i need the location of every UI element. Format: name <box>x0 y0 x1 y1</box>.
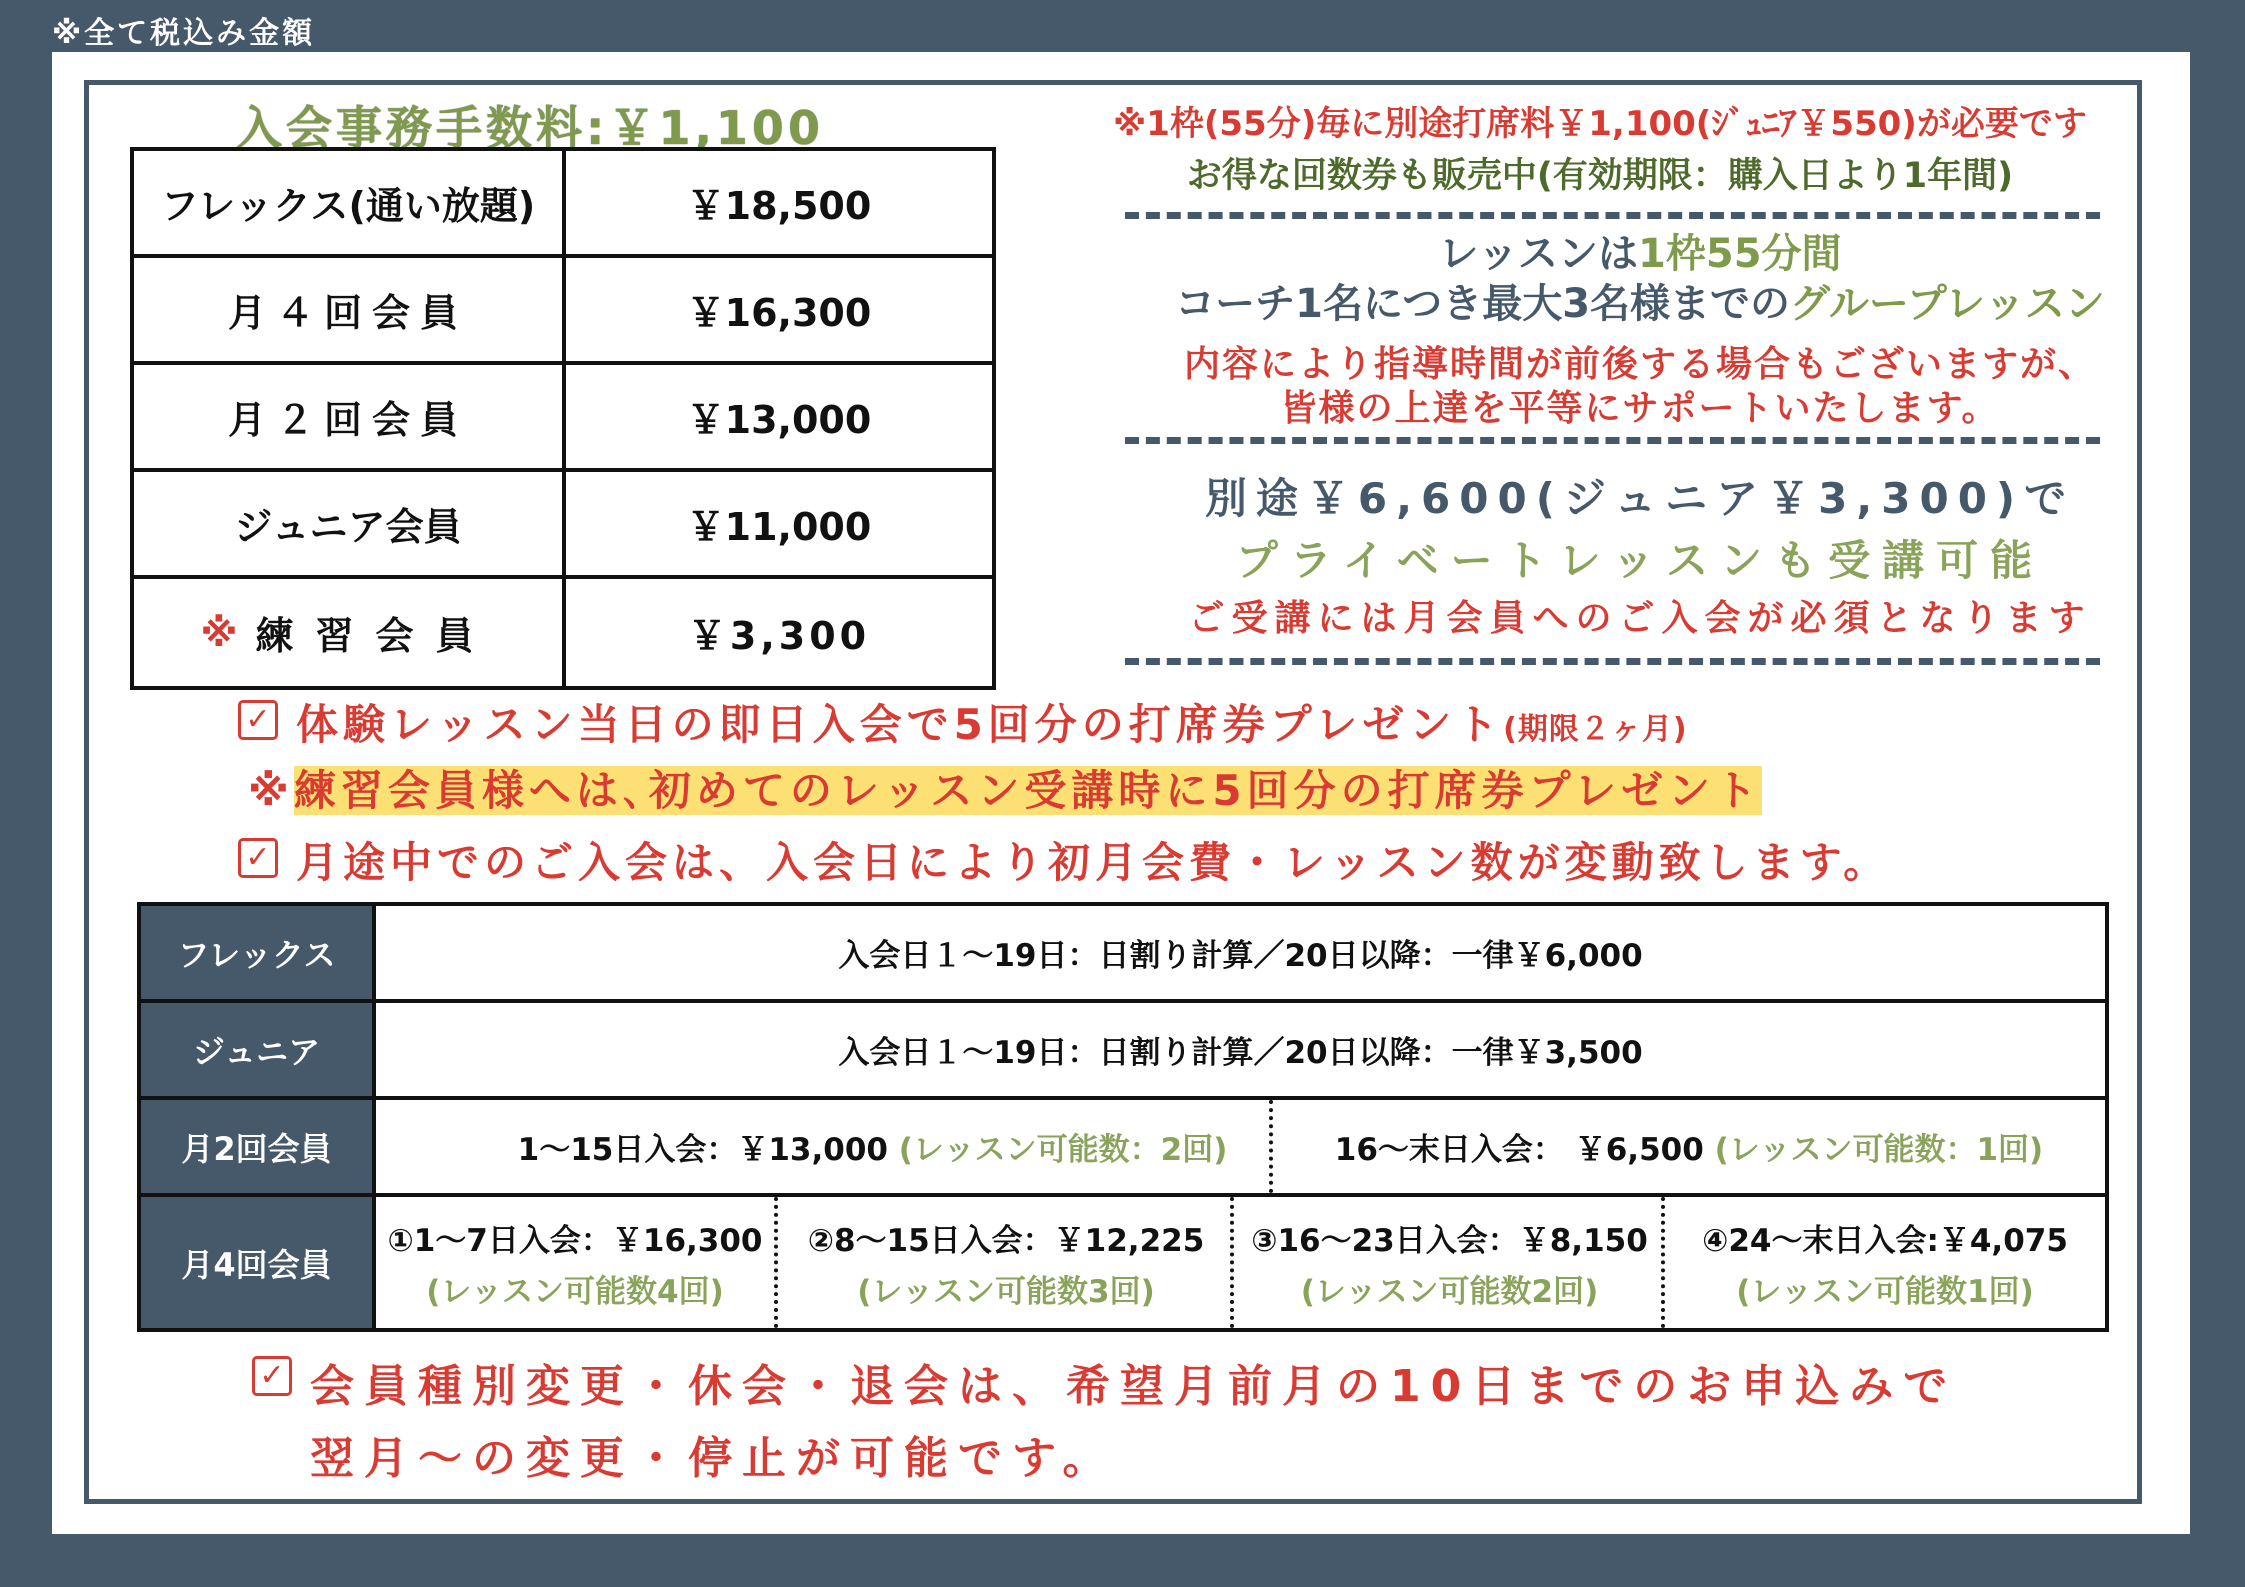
price-value-practice: ￥3,300 <box>687 614 871 658</box>
monthly2-second-half <box>1269 1100 2105 1193</box>
group-lesson-line <box>1050 272 2230 329</box>
lesson-length-a: レッスンは <box>1438 231 1639 277</box>
practice-mark: ※ <box>200 610 238 655</box>
price-value-junior: ￥11,000 <box>566 472 992 579</box>
price-name-monthly4: 月４回会員 <box>134 258 566 365</box>
table-row <box>141 1100 2105 1197</box>
period-4-lessons: (レッスン可能数1回) <box>1736 1273 2034 1310</box>
period-3-price: ③16～23日入会：￥8,150 <box>1251 1222 1648 1259</box>
admission-fee-title: 入会事務手数料:￥1,100 <box>236 101 824 155</box>
proration-table <box>137 902 2109 1332</box>
group-lesson-b: グループレッスン <box>1790 281 2105 327</box>
period-2-lessons: (レッスン可能数3回) <box>857 1273 1155 1310</box>
seat-fee-note: ※1枠(55分)毎に別途打席料￥1,100(ｼﾞｭﾆｱ￥550)が必要です <box>1113 104 2087 144</box>
lesson-note-1: 内容により指導時間が前後する場合もございますが、 <box>1183 344 2096 385</box>
price-name-practice <box>134 579 566 686</box>
check-square-icon: ✓ <box>238 838 278 878</box>
row-text-flex: 入会日１～19日：日割り計算／20日以降：一律￥6,000 <box>838 938 1643 974</box>
table-row <box>141 1003 2105 1100</box>
tax-note: ※全て税込み金額 <box>52 16 316 51</box>
practice-member-offer <box>248 758 1762 818</box>
period-3-lessons: (レッスン可能数2回) <box>1300 1273 1599 1310</box>
period-1-price: ①1～7日入会：￥16,300 <box>387 1222 763 1259</box>
monthly2-second-lessons: (レッスン可能数：1回) <box>1714 1132 2044 1168</box>
trial-offer-main: 体験レッスン当日の即日入会で5回分の打席券プレゼント <box>296 700 1504 749</box>
private-lesson-note: ご受講には月会員へのご入会が必須となります <box>1188 598 2092 639</box>
practice-offer-mark: ※ <box>248 766 294 815</box>
price-name-junior: ジュニア会員 <box>134 472 566 579</box>
monthly4-period-4 <box>1661 1197 2105 1328</box>
monthly2-first-lessons: (レッスン可能数：2回) <box>898 1132 1228 1168</box>
price-name-flex: フレックス(通い放題) <box>134 151 566 258</box>
divider <box>1125 658 2100 665</box>
price-name-monthly2: 月２回会員 <box>134 365 566 472</box>
row-label-monthly2: 月2回会員 <box>141 1100 376 1193</box>
practice-offer-text: 練習会員様へは､初めてのレッスン受講時に5回分の打席券プレゼント <box>293 766 1762 815</box>
check-square-icon: ✓ <box>238 700 278 740</box>
period-1-lessons: (レッスン可能数4回) <box>426 1273 724 1310</box>
monthly4-period-1 <box>376 1197 774 1328</box>
period-4-price: ④24～末日入会:￥4,075 <box>1702 1222 2068 1259</box>
private-lesson-title: プライベートレッスンも受講可能 <box>1235 536 2045 585</box>
divider <box>1125 437 2100 444</box>
practice-label: 練習会員 <box>255 614 496 658</box>
monthly4-period-2 <box>774 1197 1234 1328</box>
trial-offer <box>296 692 1688 752</box>
monthly4-period-3 <box>1230 1197 1665 1328</box>
check-square-icon: ✓ <box>252 1356 292 1396</box>
price-value-monthly2: ￥13,000 <box>566 365 992 472</box>
row-text-junior: 入会日１～19日：日割り計算／20日以降：一律￥3,500 <box>838 1035 1643 1071</box>
private-lesson-price: 別途￥6,600(ジュニア￥3,300)で <box>1204 474 2076 523</box>
row-label-junior: ジュニア <box>141 1003 376 1096</box>
table-row <box>141 1197 2105 1328</box>
price-value-monthly4: ￥16,300 <box>566 258 992 365</box>
divider <box>1125 212 2100 219</box>
change-notice-line1: 会員種別変更・休会・退会は、希望月前月の10日までのお申込みで <box>310 1361 1958 1412</box>
price-value-flex: ￥18,500 <box>566 151 992 258</box>
price-table <box>130 147 996 690</box>
row-label-monthly4: 月4回会員 <box>141 1197 376 1328</box>
trial-offer-period: (期限２ヶ月) <box>1503 712 1688 747</box>
monthly2-first-half <box>376 1100 1369 1193</box>
monthly2-first-price: 1～15日入会：￥13,000 <box>517 1132 888 1168</box>
change-notice-line2: 翌月～の変更・停止が可能です。 <box>310 1433 1117 1484</box>
lesson-length-b: 1枠55分間 <box>1638 231 1842 277</box>
row-label-flex: フレックス <box>141 906 376 999</box>
lesson-note-2: 皆様の上達を平等にサポートいたします。 <box>1280 388 2000 429</box>
table-row <box>141 906 2105 1003</box>
group-lesson-a: コーチ1名につき最大3名様までの <box>1175 281 1791 327</box>
ticket-note: お得な回数券も販売中(有効期限：購入日より1年間) <box>1186 156 2014 196</box>
lesson-length <box>1050 222 2230 279</box>
monthly2-second-price: 16～末日入会： ￥6,500 <box>1334 1132 1704 1168</box>
mid-month-note: 月途中でのご入会は、入会日により初月会費・レッスン数が変動致します。 <box>296 838 1891 887</box>
period-2-price: ②8～15日入会：￥12,225 <box>807 1222 1205 1259</box>
